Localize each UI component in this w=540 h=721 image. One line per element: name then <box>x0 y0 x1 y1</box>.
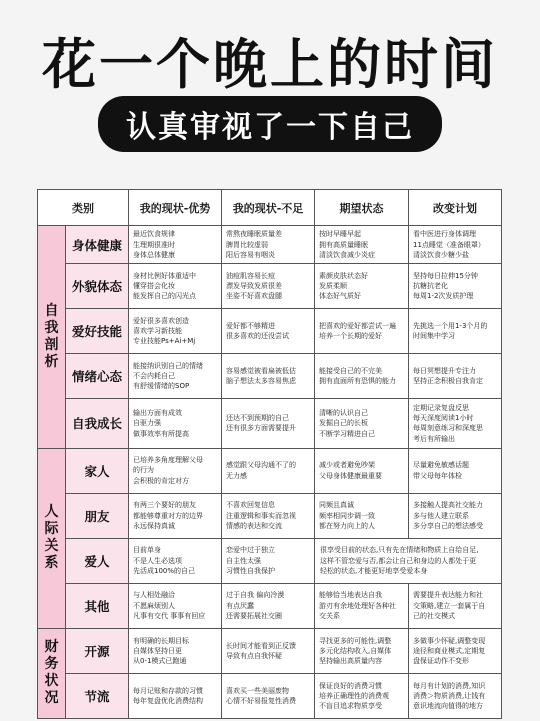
goal-cell <box>315 448 409 493</box>
strength-cell <box>129 226 222 264</box>
cell-line: 盘保证动作不变形 <box>413 656 469 665</box>
goal-cell <box>315 399 409 448</box>
plan-cell <box>409 309 502 354</box>
cell-line: 同频且真诚 <box>319 501 354 510</box>
cell-line: 常熬夜睡眠质量差 <box>226 230 282 239</box>
cell-line: 父母身体健康最重要 <box>319 471 382 480</box>
cell-line: 脾胃比较虚弱 <box>226 240 268 249</box>
header-plan: 改变计划 <box>409 190 502 226</box>
goal-cell <box>315 493 409 538</box>
plan-cell <box>409 226 502 264</box>
cell-line: 感觉跟父母沟通不了的 <box>226 461 296 470</box>
cell-line: 看中医进行身体调理 <box>413 230 476 239</box>
cell-line: 很享受目前的状态,只有先在情绪和物质上自给自足, <box>320 546 479 555</box>
cell-line: 拥有高质量睡眠 <box>319 240 368 249</box>
cell-line: 尽量避免敏感话题 <box>413 461 469 470</box>
goal-cell <box>315 628 409 673</box>
cell-line: 坚持正念积极自我肯定 <box>413 377 483 386</box>
table-row <box>38 354 502 399</box>
category-label: 开源 <box>66 628 129 673</box>
category-label: 自我成长 <box>66 399 129 448</box>
cell-line: 不断学习精进自己 <box>319 429 375 438</box>
strength-cell <box>129 264 222 309</box>
cell-line: 爱好很多喜欢创造 <box>133 316 189 325</box>
cell-line: 坚持输出高质量内容 <box>319 656 382 665</box>
cell-line: 还需要拓展社交圈 <box>226 611 282 620</box>
table-row <box>38 673 502 718</box>
table-row <box>38 493 502 538</box>
table-row <box>38 226 502 264</box>
plan-cell <box>409 264 502 309</box>
cell-line: 会积极的肯定对方 <box>133 476 189 485</box>
weakness-cell <box>222 538 315 583</box>
cell-line: 注重逻辑和事实而忽视 <box>226 511 296 520</box>
category-label: 爱好技能 <box>66 309 129 354</box>
cell-line: 意识地流向值得的地方 <box>413 702 483 711</box>
header-goal: 期望状态 <box>315 190 409 226</box>
cell-line: 永远保持真诚 <box>133 521 175 530</box>
goal-cell <box>315 354 409 399</box>
cell-line: 11点睡觉（准备眼罩） <box>413 240 485 249</box>
cell-line: 都能够尊重对方的边界 <box>133 511 203 520</box>
goal-cell <box>315 226 409 264</box>
cell-line: 不会内耗自己 <box>133 372 175 381</box>
cell-line: 专业技能Ps+Ai+Mj <box>133 337 196 346</box>
page-title: 花一个晚上的时间 <box>42 33 498 96</box>
table-header-row <box>38 190 502 226</box>
cell-line: 交策略,建立一套属于自 <box>413 601 486 610</box>
table-row <box>38 628 502 673</box>
cell-line: 的行为 <box>133 466 154 475</box>
cell-line: 脑子想法太多容易焦虑 <box>226 377 296 386</box>
category-label: 家人 <box>66 448 129 493</box>
plan-cell <box>409 399 502 448</box>
goal-cell <box>315 309 409 354</box>
cell-line: 发质柔顺 <box>319 282 347 291</box>
cell-line: 导致有点自我怀疑 <box>226 651 282 660</box>
cell-line: 长时间才能看到正反馈 <box>226 641 296 650</box>
cell-line: 无力感 <box>226 471 247 480</box>
cell-line: 拥有直面所有恐惧的能力 <box>319 377 396 386</box>
weakness-cell <box>222 448 315 493</box>
subtitle-wrap <box>0 96 540 152</box>
cell-line: 恋爱中过于独立 <box>226 546 275 555</box>
cell-line: 喜欢学习新技能 <box>133 327 182 336</box>
cell-line: 多做事少怀疑,调整变现 <box>413 636 486 645</box>
weakness-cell <box>222 493 315 538</box>
category-label: 朋友 <box>66 493 129 538</box>
cell-line: 情感的表达和交流 <box>226 521 282 530</box>
strength-cell <box>129 583 222 628</box>
cell-line: 把喜欢的爱好都尝试一遍 <box>319 322 396 331</box>
category-label: 节流 <box>66 673 129 718</box>
header-strength: 我的现状-优势 <box>129 190 222 226</box>
cell-line: 需要提升表达能力和社 <box>413 591 483 600</box>
cell-line: 体态好气质好 <box>319 292 361 301</box>
cell-line: 不愿麻烦别人 <box>133 601 175 610</box>
category-label: 身体健康 <box>66 226 129 264</box>
strength-cell <box>129 309 222 354</box>
group-label: 人际 关系 <box>38 448 66 628</box>
plan-cell <box>409 583 502 628</box>
table-row <box>38 448 502 493</box>
weakness-cell <box>222 354 315 399</box>
cell-line: 自媒体坚持日更 <box>133 646 182 655</box>
cell-line: 途径和商业模式,定期复 <box>413 646 486 655</box>
cell-line: 自驱力强 <box>133 419 161 428</box>
cell-line: 定期记录复盘反思 <box>413 404 469 413</box>
goal-cell <box>315 264 409 309</box>
cell-line: 这样不管恋爱与否,都会让自己和身边的人都处于更 <box>320 556 477 565</box>
cell-line: 漂发导致发质很差 <box>226 282 282 291</box>
cell-line: 容易感觉被看扁被低估 <box>226 367 296 376</box>
self-review-table <box>37 189 502 719</box>
cell-line: 培养一个长期的爱好 <box>319 332 382 341</box>
cell-line: 心情不好易报复性消费 <box>226 696 296 705</box>
cell-line: 都在努力向上的人 <box>319 521 375 530</box>
goal-cell <box>315 673 409 718</box>
header-category: 类别 <box>38 190 129 226</box>
cell-line: 与人相处融洽 <box>133 591 175 600</box>
cell-line: 清晰的认识自己 <box>319 409 368 418</box>
weakness-cell <box>222 264 315 309</box>
cell-line: 每周刻意练习和深度思 <box>413 424 483 433</box>
cell-line: 己的社交模式 <box>413 611 455 620</box>
cell-line: 不盲目追求物质享受 <box>319 702 382 711</box>
cell-line: 轻松的状态,才能更好地享受爱本身 <box>320 566 428 575</box>
cell-line: 保证良好的消费习惯 <box>319 681 382 690</box>
table-row <box>38 538 502 583</box>
strength-cell <box>129 493 222 538</box>
category-label: 其他 <box>66 583 129 628</box>
cell-line: 阳后容易有咽炎 <box>226 250 275 259</box>
strength-cell <box>129 538 222 583</box>
cell-line: 很多喜欢的还没尝试 <box>226 332 289 341</box>
category-label: 爱人 <box>66 538 129 583</box>
cell-line: 清淡饮食减少炎症 <box>319 250 375 259</box>
cell-line: 有明确的长期目标 <box>133 636 189 645</box>
cell-line: 坐姿不好喜欢盘腿 <box>226 292 282 301</box>
cell-line: 清淡饮食少糖少盐 <box>413 250 469 259</box>
cell-line: 发掘自己的长板 <box>319 419 368 428</box>
cell-line: 坚持每日拉伸15分钟 <box>413 271 478 280</box>
cell-line: 能接受自己的不完美 <box>319 367 382 376</box>
cell-line: 多与他人建立联系 <box>413 511 469 520</box>
strength-cell <box>129 448 222 493</box>
cell-line: 过于自我 偏向冷漠 <box>226 591 285 600</box>
cell-line: 输出方面有成效 <box>133 409 182 418</box>
cell-line: 游刃有余地处理好各种社 <box>319 601 396 610</box>
cell-line: 有舒缓情绪的SOP <box>133 382 190 391</box>
cell-line: 从0-1模式已跑通 <box>133 656 187 665</box>
weakness-cell <box>222 226 315 264</box>
group-label: 财务 状况 <box>38 628 66 718</box>
cell-line: 能接纳识别自己的情绪 <box>133 362 203 371</box>
plan-cell <box>409 448 502 493</box>
cell-line: 素颜皮肤状态好 <box>319 271 368 280</box>
cell-line: 先活成100%的自己 <box>133 566 196 575</box>
cell-line: 多接触人提高社交能力 <box>413 501 483 510</box>
cell-line: 消费＞物质消费,让钱有 <box>413 691 486 700</box>
cell-line: 身材比例好体重适中 <box>133 271 196 280</box>
cell-line: 自主性太强 <box>226 556 261 565</box>
header-weakness: 我的现状-不足 <box>222 190 315 226</box>
cell-line: 每日冥想提升专注力 <box>413 367 476 376</box>
cell-line: 每天深度阅读1小时 <box>413 414 474 423</box>
category-label: 外貌体态 <box>66 264 129 309</box>
goal-cell <box>315 583 409 628</box>
plan-cell <box>409 628 502 673</box>
cell-line: 不喜欢回复信息 <box>226 501 275 510</box>
cell-line: 频率相同步调一致 <box>319 511 375 520</box>
cell-line: 每月记账和存款的习惯 <box>133 686 203 695</box>
cell-line: 先挑选一个用1-3个月的 <box>413 322 488 331</box>
goal-plan-merged-cell <box>315 538 502 583</box>
weakness-cell <box>222 628 315 673</box>
table-body <box>38 226 502 719</box>
cell-line: 喜欢买一些美丽废物 <box>226 686 289 695</box>
cell-line: 每年复盘优化消费结构 <box>133 696 203 705</box>
cell-line: 做事效率有所提高 <box>133 429 189 438</box>
plan-cell <box>409 354 502 399</box>
strength-cell <box>129 354 222 399</box>
group-label: 自我 剖析 <box>38 226 66 449</box>
cell-line: 目前单身 <box>133 546 161 555</box>
plan-cell <box>409 673 502 718</box>
cell-line: 已培养多角度理解父母 <box>133 456 203 465</box>
weakness-cell <box>222 309 315 354</box>
cell-line: 带父母每年体检 <box>413 471 462 480</box>
cell-line: 习惯性自我保护 <box>226 566 275 575</box>
cell-line: 每月有计划的消费,知识 <box>413 681 486 690</box>
cell-line: 时间集中学习 <box>413 332 455 341</box>
cell-line: 每周1-2次发质护理 <box>413 292 474 301</box>
table-row <box>38 264 502 309</box>
cell-line: 生理期很准时 <box>133 240 175 249</box>
page-subtitle: 认真审视了一下自己 <box>98 96 442 152</box>
weakness-cell <box>222 399 315 448</box>
cell-line: 减少或者避免吵架 <box>319 461 375 470</box>
cell-line: 交关系 <box>319 611 340 620</box>
strength-cell <box>129 673 222 718</box>
cell-line: 培养正确理性的消费观 <box>319 691 389 700</box>
cell-line: 还达不到预期的自己 <box>226 414 289 423</box>
table-row <box>38 309 502 354</box>
cell-line: 有点厌蠢 <box>226 601 254 610</box>
cell-line: 抗糖抗老化 <box>413 282 448 291</box>
cell-line: 凡事有交代 事事有回应 <box>133 611 206 620</box>
cell-line: 不是人生必选项 <box>133 556 182 565</box>
cell-line: 懂穿搭会化妆 <box>133 282 175 291</box>
cell-line: 能够恰当地表达自我 <box>319 591 382 600</box>
cell-line: 寻找更多的可能性,调整 <box>319 636 392 645</box>
cell-line: 有两三个要好的朋友 <box>133 501 196 510</box>
cell-line: 按时早睡早起 <box>319 230 361 239</box>
cell-line: 多元化结构收入,自媒体 <box>319 646 392 655</box>
weakness-cell <box>222 583 315 628</box>
strength-cell <box>129 399 222 448</box>
strength-cell <box>129 628 222 673</box>
cell-line: 油痘肌容易长痘 <box>226 271 275 280</box>
table-row <box>38 583 502 628</box>
weakness-cell <box>222 673 315 718</box>
cell-line: 爱好都不够精进 <box>226 322 275 331</box>
table-row <box>38 399 502 448</box>
cell-line: 能发挥自己的闪光点 <box>133 292 196 301</box>
cell-line: 身体总体健康 <box>133 250 175 259</box>
cell-line: 多分享自己的想法感受 <box>413 521 483 530</box>
cell-line: 还有很多方面需要提升 <box>226 424 296 433</box>
cell-line: 最近饮食规律 <box>133 230 175 239</box>
plan-cell <box>409 493 502 538</box>
cell-line: 考后有所输出 <box>413 434 455 443</box>
category-label: 情绪心态 <box>66 354 129 399</box>
